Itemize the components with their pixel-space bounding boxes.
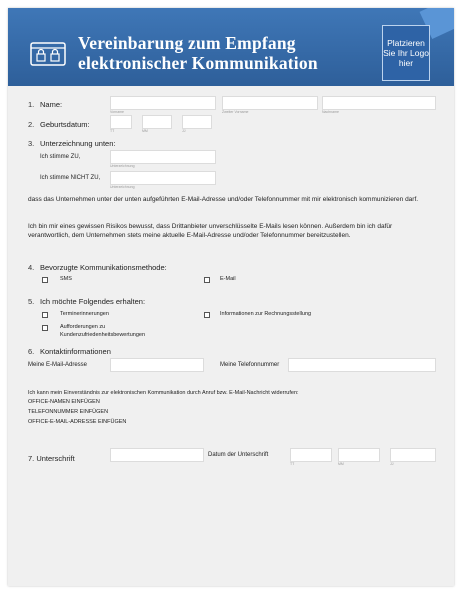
disagree-signature-field[interactable] [110,171,216,185]
first-name-hint: Vorname [110,110,125,114]
office-email: OFFICE-E-MAIL-ADRESSE EINFÜGEN [28,419,127,425]
middle-name-field[interactable] [222,96,318,110]
middle-name-hint: Zweiter Vorname [222,110,249,114]
preferred-method-label: Bevorzugte Kommunikationsmethode: [40,263,167,272]
title-line-2: elektronischer Kommunikation [78,53,318,73]
name-label: Name: [40,100,63,109]
sms-label: SMS [60,276,72,282]
birthdate-label: Geburtsdatum: [40,120,90,129]
disagree-signature-hint: Unterzeichnung [110,185,135,189]
my-phone-label: Meine Telefonnummer [220,362,280,368]
my-phone-field[interactable] [288,358,436,372]
receive-label: Ich möchte Folgendes erhalten: [40,297,146,306]
birth-month-field[interactable] [142,115,172,129]
email-checkbox[interactable] [204,277,210,283]
reminders-checkbox[interactable] [42,312,48,318]
section-1-number: 1. [28,100,35,109]
office-phone: TELEFONNUMMER EINFÜGEN [28,409,109,415]
signature-day-field[interactable] [290,448,332,462]
secure-screen-lock-icon [30,42,66,66]
signature-label: 7. Unterschrift [28,454,75,463]
signature-month-field[interactable] [338,448,380,462]
document-title [78,33,378,73]
section-3-number: 3. [28,139,35,148]
signature-year-hint: JJ [390,462,394,466]
signature-month-hint: MM [338,462,344,466]
agree-signature-hint: Unterzeichnung [110,164,135,168]
agree-label: Ich stimme ZU, [40,154,81,160]
header-banner [8,8,454,86]
birth-year-field[interactable] [182,115,212,129]
billing-checkbox[interactable] [204,312,210,318]
survey-label-line-2: Kundenzufriedenheitsbewertungen [60,332,146,338]
disagree-label: Ich stimme NICHT ZU, [40,175,101,181]
billing-label: Informationen zur Rechnungsstellung [220,311,312,317]
form-page [8,8,454,586]
reminders-label: Terminerinnerungen [60,311,109,317]
logo-placeholder-text: Platzieren Sie Ihr Logo hier [383,38,429,68]
office-name: OFFICE-NAMEN EINFÜGEN [28,399,100,405]
revoke-text: Ich kann mein Einverständnis zur elektronischen Kommunikation durch Anruf bzw. E-Mail-Nachricht widerrufen: [28,390,299,396]
my-email-label: Meine E-Mail-Adresse [28,362,88,368]
birth-year-hint: JJ [182,129,186,133]
birth-day-hint: TT [110,129,115,133]
signature-below-label: Unterzeichnung unten: [40,139,116,148]
signature-day-hint: TT [290,462,295,466]
sms-checkbox[interactable] [42,277,48,283]
birth-month-hint: MM [142,129,148,133]
signature-date-label: Datum der Unterschrift [208,452,269,458]
first-name-field[interactable] [110,96,216,110]
email-label: E-Mail [220,276,236,282]
section-5-number: 5. [28,297,35,306]
section-2-number: 2. [28,120,35,129]
signature-field[interactable] [110,448,204,462]
title-line-1: Vereinbarung zum Empfang [78,33,296,53]
survey-label-line-1: Aufforderungen zu [60,324,106,330]
my-email-field[interactable] [110,358,204,372]
contact-info-label: Kontaktinformationen [40,347,111,356]
last-name-hint: Nachname [322,110,339,114]
survey-checkbox[interactable] [42,325,48,331]
signature-year-field[interactable] [390,448,436,462]
consent-paragraph: dass das Unternehmen unter der unten aufgeführten E-Mail-Adresse und/oder Telefonnummer mit mir elektronisch kommunizieren darf. [28,196,419,203]
last-name-field[interactable] [322,96,436,110]
risk-paragraph: Ich bin mir eines gewissen Risikos bewusst, dass Drittanbieter unverschlüsselte E-Mails lesen können. Außerdem bin ich dafür verantwortlich, dem Unternehmen stets meine aktuelle E-Mail-Adresse und/oder Telefonnummer bereitzustellen. [28,223,393,239]
section-6-number: 6. [28,347,35,356]
agree-signature-field[interactable] [110,150,216,164]
logo-placeholder [382,25,430,81]
birth-day-field[interactable] [110,115,132,129]
section-4-number: 4. [28,263,35,272]
